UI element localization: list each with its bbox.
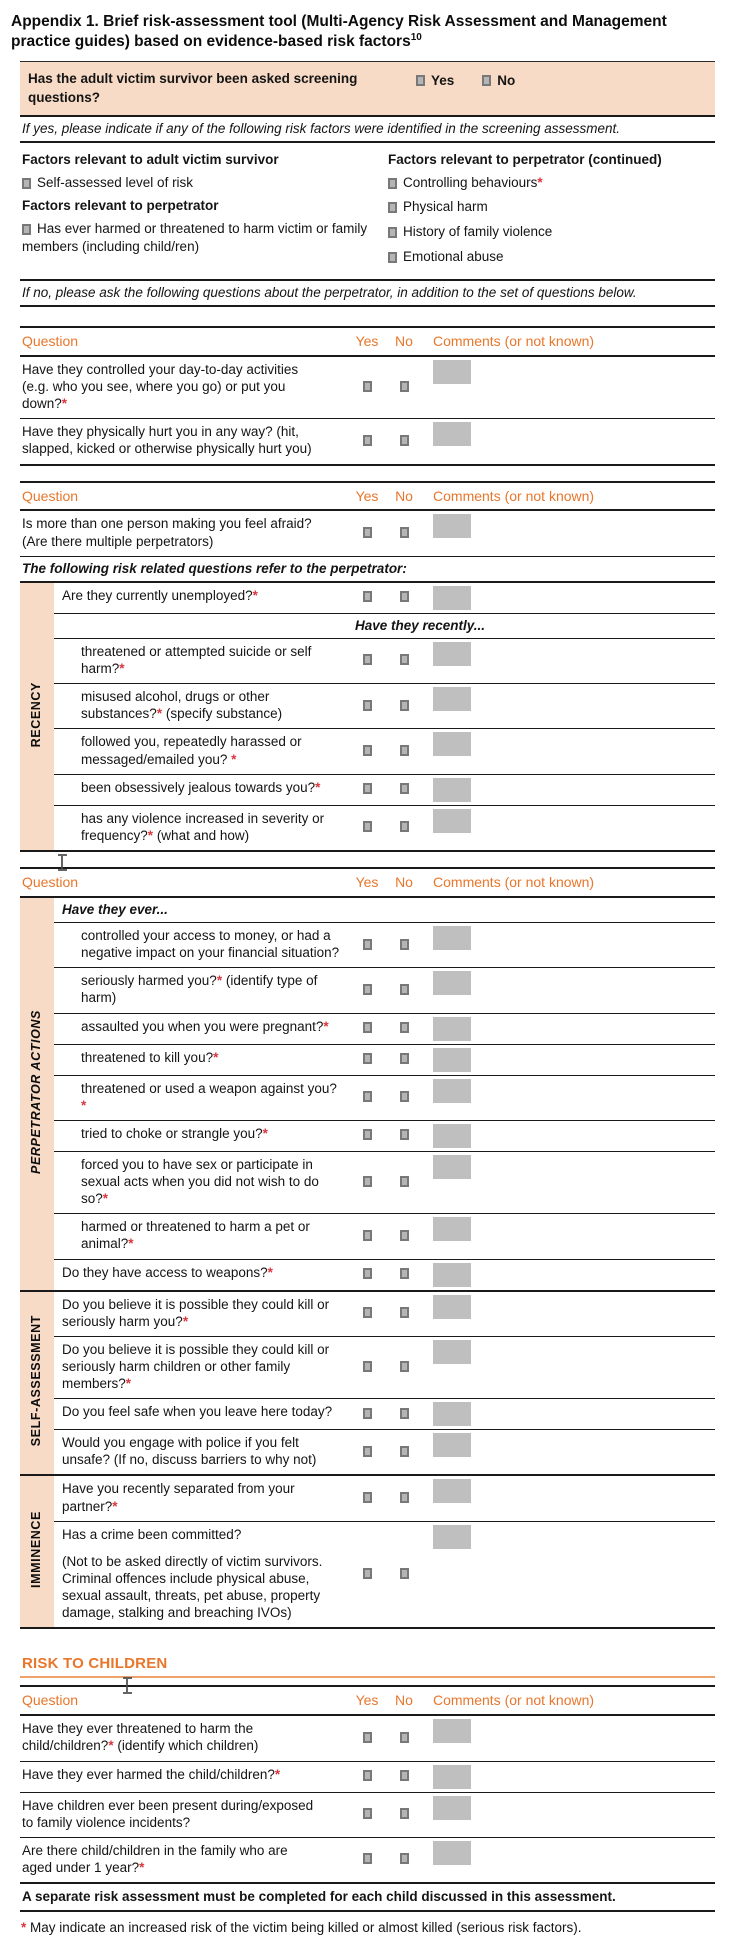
question-text: Do you believe it is possible they could kill or seriously harm you? bbox=[62, 1296, 330, 1329]
question-text: assaulted you when you were pregnant? bbox=[81, 1018, 324, 1034]
comment-field[interactable] bbox=[433, 1295, 471, 1319]
question-suffix: (specify substance) bbox=[162, 706, 283, 722]
factor-label: Physical harm bbox=[403, 199, 488, 215]
no-checkbox[interactable] bbox=[400, 1022, 409, 1033]
no-checkbox[interactable] bbox=[400, 435, 409, 446]
yes-checkbox[interactable] bbox=[363, 745, 372, 756]
factor-checkbox[interactable] bbox=[22, 224, 31, 235]
question-row bbox=[20, 1075, 715, 1120]
comment-field[interactable] bbox=[433, 1479, 471, 1503]
section-label-text: PERPETRATOR ACTIONS bbox=[29, 1009, 44, 1174]
question-text: controlled your access to money, or had a negative impact on your financial situation? bbox=[81, 927, 340, 961]
yes-label: Yes bbox=[431, 72, 455, 88]
table-header-row bbox=[20, 327, 715, 356]
no-checkbox[interactable] bbox=[400, 1492, 409, 1503]
question-cell bbox=[54, 968, 350, 1013]
question-cell bbox=[20, 419, 350, 465]
question-text: Are there child/children in the family who are aged under 1 year? bbox=[22, 1842, 288, 1875]
yes-checkbox[interactable] bbox=[363, 1268, 372, 1279]
no-checkbox[interactable] bbox=[400, 1853, 409, 1864]
question-row bbox=[20, 1521, 715, 1628]
serious-risk-asterisk: * bbox=[125, 1376, 132, 1392]
question-suffix: (identify type of harm) bbox=[81, 973, 318, 1006]
serious-risk-asterisk: * bbox=[61, 396, 68, 412]
comment-field[interactable] bbox=[433, 1263, 471, 1287]
factor-label: Has ever harmed or threatened to harm victim or family members (including child/ren) bbox=[22, 221, 368, 255]
comment-field[interactable] bbox=[433, 1402, 471, 1426]
no-checkbox[interactable] bbox=[400, 1307, 409, 1318]
question-cell bbox=[54, 1214, 350, 1259]
yes-checkbox[interactable] bbox=[363, 939, 372, 950]
factor-item bbox=[388, 198, 715, 216]
yes-checkbox[interactable] bbox=[363, 1176, 372, 1187]
separate-assessment-note: A separate risk assessment must be completed for each child discussed in this assessment. bbox=[20, 1883, 715, 1911]
if-yes-instruction: If yes, please indicate if any of the following risk factors were identified in the screening assessment. bbox=[20, 117, 715, 143]
question-text: Have they ever threatened to harm the child/children? bbox=[22, 1721, 254, 1754]
section-label-text: SELF-ASSESSMENT bbox=[29, 1315, 44, 1447]
no-checkbox[interactable] bbox=[400, 1361, 409, 1372]
factors-column-left bbox=[22, 147, 388, 272]
question-text: been obsessively jealous towards you? bbox=[81, 779, 316, 795]
no-option bbox=[482, 71, 515, 91]
column-header-question: Question bbox=[20, 1686, 350, 1715]
comment-field[interactable] bbox=[433, 1719, 471, 1743]
column-header-no: No bbox=[384, 327, 424, 356]
question-cell bbox=[54, 805, 350, 851]
yes-option bbox=[416, 71, 454, 91]
questions-table-1-wrap bbox=[20, 326, 715, 465]
factor-item bbox=[388, 223, 715, 241]
yes-checkbox[interactable] bbox=[363, 527, 372, 538]
factor-checkbox[interactable] bbox=[388, 227, 397, 238]
question-row bbox=[20, 1151, 715, 1213]
question-text: Have they controlled your day-to-day activities (e.g. who you see, where you go) or put you down? bbox=[22, 361, 299, 412]
question-cell bbox=[54, 1475, 350, 1521]
question-cell bbox=[54, 1013, 350, 1044]
comment-field[interactable] bbox=[433, 1079, 471, 1103]
question-text: forced you to have sex or participate in sexual acts when you did not wish to do so? bbox=[81, 1156, 319, 1207]
question-row bbox=[20, 1399, 715, 1430]
table-header-row bbox=[20, 868, 715, 897]
no-checkbox[interactable] bbox=[482, 75, 491, 86]
section-label-text: RECENCY bbox=[29, 681, 44, 747]
subheader-row bbox=[20, 613, 715, 638]
yes-checkbox[interactable] bbox=[363, 1408, 372, 1419]
subheader-have-they-ever: Have they ever... bbox=[54, 897, 715, 923]
section-label-imminence bbox=[20, 1475, 54, 1628]
question-cell bbox=[54, 1075, 350, 1120]
no-checkbox[interactable] bbox=[400, 939, 409, 950]
comment-field[interactable] bbox=[433, 1796, 471, 1820]
serious-risk-asterisk: * bbox=[323, 1018, 329, 1034]
serious-risk-asterisk: * bbox=[216, 973, 223, 989]
question-text: tried to choke or strangle you? bbox=[81, 1125, 263, 1141]
yes-checkbox[interactable] bbox=[363, 1808, 372, 1819]
question-row bbox=[20, 1715, 715, 1761]
text-cursor-icon bbox=[122, 1677, 133, 1694]
yes-checkbox[interactable] bbox=[363, 984, 372, 995]
question-text: Do you believe it is possible they could kill or seriously harm children or other family members? bbox=[62, 1341, 330, 1392]
question-cell bbox=[20, 1837, 350, 1883]
comment-field[interactable] bbox=[433, 1841, 471, 1865]
question-text: Do they have access to weapons? bbox=[62, 1264, 268, 1280]
factor-label: History of family violence bbox=[403, 224, 553, 240]
factor-checkbox[interactable] bbox=[22, 178, 31, 189]
question-row bbox=[20, 1475, 715, 1521]
question-text: Do you feel safe when you leave here today? bbox=[62, 1404, 333, 1420]
yes-checkbox[interactable] bbox=[363, 1770, 372, 1781]
yes-checkbox[interactable] bbox=[363, 1091, 372, 1102]
question-row bbox=[20, 582, 715, 614]
screening-question-row bbox=[20, 61, 715, 117]
serious-risk-asterisk: * bbox=[21, 1920, 27, 1936]
comment-field[interactable] bbox=[433, 586, 471, 610]
no-checkbox[interactable] bbox=[400, 783, 409, 794]
serious-risk-asterisk: * bbox=[274, 1766, 281, 1782]
question-row bbox=[20, 1837, 715, 1883]
no-checkbox[interactable] bbox=[400, 700, 409, 711]
question-cell bbox=[20, 1715, 350, 1761]
yes-checkbox[interactable] bbox=[363, 700, 372, 711]
question-text: Has a crime been committed? bbox=[62, 1526, 242, 1542]
column-header-question: Question bbox=[20, 482, 350, 511]
comment-field[interactable] bbox=[433, 1017, 471, 1041]
no-checkbox[interactable] bbox=[400, 1568, 409, 1579]
serious-risk-asterisk: * bbox=[231, 751, 237, 767]
question-row bbox=[20, 1120, 715, 1151]
question-cell bbox=[54, 1044, 350, 1075]
no-checkbox[interactable] bbox=[400, 821, 409, 832]
question-text: Have they ever harmed the child/children? bbox=[22, 1766, 275, 1782]
no-checkbox[interactable] bbox=[400, 1446, 409, 1457]
no-label: No bbox=[497, 72, 516, 88]
no-checkbox[interactable] bbox=[400, 591, 409, 602]
factor-label: Emotional abuse bbox=[403, 248, 504, 264]
questions-table-2 bbox=[20, 481, 715, 852]
question-row bbox=[20, 968, 715, 1013]
yes-checkbox[interactable] bbox=[363, 1361, 372, 1372]
screening-choices bbox=[416, 69, 515, 108]
column-header-yes: Yes bbox=[350, 1686, 384, 1715]
serious-risk-asterisk: * bbox=[315, 779, 321, 795]
question-text: misused alcohol, drugs or other substances? bbox=[81, 689, 270, 722]
yes-checkbox[interactable] bbox=[363, 1053, 372, 1064]
factor-item bbox=[22, 220, 376, 255]
question-row bbox=[20, 1291, 715, 1337]
comment-field[interactable] bbox=[433, 1765, 471, 1789]
factors-column-right bbox=[388, 147, 715, 272]
question-text: seriously harmed you? bbox=[81, 973, 217, 989]
serious-risk-asterisk: * bbox=[128, 1236, 134, 1252]
column-header-comments: Comments (or not known) bbox=[424, 868, 715, 897]
question-row bbox=[20, 922, 715, 967]
section-label-text: IMMINENCE bbox=[29, 1511, 44, 1589]
question-cell bbox=[54, 582, 350, 614]
no-checkbox[interactable] bbox=[400, 1408, 409, 1419]
question-cell bbox=[20, 356, 350, 419]
question-text: threatened or used a weapon against you? bbox=[81, 1080, 337, 1096]
no-checkbox[interactable] bbox=[400, 1053, 409, 1064]
question-text: harmed or threatened to harm a pet or animal? bbox=[81, 1219, 310, 1252]
question-row bbox=[20, 419, 715, 465]
column-header-yes: Yes bbox=[350, 482, 384, 511]
comment-field[interactable] bbox=[433, 687, 471, 711]
if-no-instruction: If no, please ask the following questions about the perpetrator, in addition to the set of questions below. bbox=[20, 279, 715, 307]
questions-table-3 bbox=[20, 867, 715, 1629]
text-cursor-icon bbox=[57, 854, 68, 871]
column-header-comments: Comments (or not known) bbox=[424, 327, 715, 356]
serious-risk-footnote bbox=[20, 1920, 715, 1935]
question-text: Is more than one person making you feel afraid? (Are there multiple perpetrators) bbox=[22, 516, 312, 549]
question-cell bbox=[54, 1399, 350, 1430]
comment-field[interactable] bbox=[433, 1433, 471, 1457]
column-header-no: No bbox=[384, 482, 424, 511]
yes-checkbox[interactable] bbox=[363, 821, 372, 832]
yes-checkbox[interactable] bbox=[363, 1230, 372, 1241]
serious-risk-asterisk: * bbox=[267, 1264, 273, 1280]
section-label-perpetrator-actions bbox=[20, 897, 54, 1291]
no-checkbox[interactable] bbox=[400, 1732, 409, 1743]
question-cell bbox=[54, 1259, 350, 1291]
no-checkbox[interactable] bbox=[400, 1230, 409, 1241]
question-row bbox=[20, 1013, 715, 1044]
question-text: Have you recently separated from your partner? bbox=[62, 1481, 295, 1514]
column-header-comments: Comments (or not known) bbox=[424, 482, 715, 511]
question-text: threatened to kill you? bbox=[81, 1049, 214, 1065]
question-row bbox=[20, 1044, 715, 1075]
question-cell bbox=[54, 922, 350, 967]
yes-checkbox[interactable] bbox=[363, 1307, 372, 1318]
factor-checkbox[interactable] bbox=[388, 202, 397, 213]
comment-field[interactable] bbox=[433, 732, 471, 756]
no-checkbox[interactable] bbox=[400, 1808, 409, 1819]
comment-field[interactable] bbox=[433, 809, 471, 833]
question-cell bbox=[20, 510, 350, 556]
comment-field[interactable] bbox=[433, 1155, 471, 1179]
questions-table-3-wrap bbox=[20, 867, 715, 1629]
comment-field[interactable] bbox=[433, 422, 471, 446]
comment-field[interactable] bbox=[433, 1048, 471, 1072]
question-row bbox=[20, 510, 715, 556]
section-label-recency bbox=[20, 582, 54, 851]
column-header-yes: Yes bbox=[350, 327, 384, 356]
question-cell bbox=[54, 1336, 350, 1398]
yes-checkbox[interactable] bbox=[363, 381, 372, 392]
no-checkbox[interactable] bbox=[400, 1091, 409, 1102]
serious-risk-asterisk: * bbox=[262, 1125, 268, 1141]
question-cell bbox=[54, 1521, 350, 1628]
comment-field[interactable] bbox=[433, 360, 471, 384]
question-cell bbox=[20, 1792, 350, 1837]
factor-label: Controlling behaviours bbox=[403, 174, 538, 190]
comment-field[interactable] bbox=[433, 1525, 471, 1549]
yes-checkbox[interactable] bbox=[363, 1732, 372, 1743]
question-cell bbox=[54, 774, 350, 805]
serious-risk-asterisk: * bbox=[537, 174, 543, 190]
question-cell bbox=[54, 1291, 350, 1337]
questions-table-2-wrap bbox=[20, 481, 715, 852]
serious-risk-asterisk: * bbox=[102, 1191, 109, 1207]
comment-field[interactable] bbox=[433, 1217, 471, 1241]
factor-item bbox=[22, 174, 376, 192]
table-header-row bbox=[20, 482, 715, 511]
question-row bbox=[20, 805, 715, 851]
comment-field[interactable] bbox=[433, 778, 471, 802]
question-suffix: (identify which children) bbox=[113, 1738, 259, 1754]
question-note: (Not to be asked directly of victim survivors. Criminal offences include physical abuse, sexual assault, threats, pet abuse, property damage, stalking and breaching IVOs) bbox=[62, 1553, 323, 1621]
question-cell bbox=[54, 1120, 350, 1151]
question-text: followed you, repeatedly harassed or messaged/emailed you? bbox=[81, 734, 302, 767]
question-cell bbox=[54, 1151, 350, 1213]
question-cell bbox=[54, 1430, 350, 1476]
comment-field[interactable] bbox=[433, 514, 471, 538]
yes-checkbox[interactable] bbox=[363, 1492, 372, 1503]
no-checkbox[interactable] bbox=[400, 1176, 409, 1187]
question-text: Have children ever been present during/exposed to family violence incidents? bbox=[22, 1797, 314, 1830]
screening-question-text: Has the adult victim survivor been asked screening questions? bbox=[28, 70, 358, 106]
no-checkbox[interactable] bbox=[400, 381, 409, 392]
comment-field[interactable] bbox=[433, 642, 471, 666]
serious-risk-asterisk: * bbox=[213, 1049, 219, 1065]
factor-label: Self-assessed level of risk bbox=[37, 174, 194, 190]
serious-risk-asterisk: * bbox=[182, 1313, 189, 1329]
question-cell bbox=[54, 638, 350, 683]
question-row bbox=[20, 1259, 715, 1291]
risk-to-children-table bbox=[20, 1685, 715, 1912]
yes-checkbox[interactable] bbox=[363, 654, 372, 665]
factors-perpetrator-continued-heading: Factors relevant to perpetrator (continued) bbox=[388, 151, 662, 167]
yes-checkbox[interactable] bbox=[363, 1446, 372, 1457]
footnote-reference: 10 bbox=[410, 31, 422, 43]
serious-risk-asterisk: * bbox=[81, 1097, 87, 1113]
page-title bbox=[11, 12, 715, 52]
factor-checkbox[interactable] bbox=[388, 252, 397, 263]
comment-field[interactable] bbox=[433, 926, 471, 950]
comment-field[interactable] bbox=[433, 971, 471, 995]
column-header-comments: Comments (or not known) bbox=[424, 1686, 715, 1715]
footnote-text: May indicate an increased risk of the victim being killed or almost killed (serious risk factors). bbox=[26, 1920, 582, 1936]
risk-to-children-section bbox=[20, 1655, 715, 1912]
question-suffix: (what and how) bbox=[153, 827, 250, 843]
subheader-row bbox=[20, 897, 715, 923]
yes-checkbox[interactable] bbox=[363, 1568, 372, 1579]
column-header-yes: Yes bbox=[350, 868, 384, 897]
question-cell bbox=[54, 729, 350, 774]
serious-risk-asterisk: * bbox=[119, 661, 125, 677]
comment-field[interactable] bbox=[433, 1124, 471, 1148]
question-row bbox=[20, 356, 715, 419]
no-checkbox[interactable] bbox=[400, 654, 409, 665]
column-header-question: Question bbox=[20, 868, 350, 897]
question-text: Have they physically hurt you in any way? (hit, slapped, kicked or otherwise physically hurt you) bbox=[22, 424, 312, 457]
no-checkbox[interactable] bbox=[400, 1129, 409, 1140]
yes-checkbox[interactable] bbox=[363, 783, 372, 794]
serious-risk-asterisk: * bbox=[147, 827, 154, 843]
question-text: has any violence increased in severity or frequency? bbox=[81, 810, 325, 843]
question-row bbox=[20, 1761, 715, 1792]
yes-checkbox[interactable] bbox=[363, 1853, 372, 1864]
factor-item bbox=[388, 174, 715, 192]
no-checkbox[interactable] bbox=[400, 745, 409, 756]
question-row bbox=[20, 1214, 715, 1259]
yes-checkbox[interactable] bbox=[363, 591, 372, 602]
questions-table-1 bbox=[20, 326, 715, 465]
question-row bbox=[20, 729, 715, 774]
risk-to-children-heading: RISK TO CHILDREN bbox=[22, 1655, 168, 1673]
no-checkbox[interactable] bbox=[400, 1770, 409, 1781]
perpetrator-note-row bbox=[20, 556, 715, 582]
question-cell bbox=[54, 684, 350, 729]
question-row bbox=[20, 1336, 715, 1398]
separate-assessment-note-row bbox=[20, 1883, 715, 1911]
serious-risk-asterisk: * bbox=[252, 587, 258, 603]
question-text: Are they currently unemployed? bbox=[62, 587, 253, 603]
factors-victim-heading: Factors relevant to adult victim survivor bbox=[22, 151, 279, 167]
column-header-question: Question bbox=[20, 327, 350, 356]
risk-factors-checklist bbox=[20, 143, 715, 279]
no-checkbox[interactable] bbox=[400, 527, 409, 538]
page-title-text: Appendix 1. Brief risk-assessment tool (Multi-Agency Risk Assessment and Management practice guides) based on evidence-based risk factors bbox=[11, 13, 667, 50]
factor-item bbox=[388, 248, 715, 266]
factors-perpetrator-heading: Factors relevant to perpetrator bbox=[22, 198, 219, 214]
perpetrator-note-text: The following risk related questions refer to the perpetrator: bbox=[20, 556, 715, 582]
serious-risk-asterisk: * bbox=[112, 1498, 118, 1514]
factor-checkbox[interactable] bbox=[388, 178, 397, 189]
question-row bbox=[20, 684, 715, 729]
no-checkbox[interactable] bbox=[400, 1268, 409, 1279]
yes-checkbox[interactable] bbox=[363, 1022, 372, 1033]
question-row bbox=[20, 1792, 715, 1837]
question-text: Would you engage with police if you felt unsafe? (If no, discuss barriers to why not) bbox=[62, 1435, 317, 1468]
question-row bbox=[20, 774, 715, 805]
question-cell bbox=[20, 1761, 350, 1792]
question-text: threatened or attempted suicide or self harm? bbox=[81, 643, 312, 677]
yes-checkbox[interactable] bbox=[363, 1129, 372, 1140]
serious-risk-asterisk: * bbox=[156, 706, 163, 722]
question-row bbox=[20, 1430, 715, 1476]
column-header-no: No bbox=[384, 868, 424, 897]
subheader-have-they-recently: Have they recently... bbox=[54, 613, 715, 638]
column-header-no: No bbox=[384, 1686, 424, 1715]
yes-checkbox[interactable] bbox=[363, 435, 372, 446]
serious-risk-asterisk: * bbox=[139, 1859, 145, 1875]
comment-field[interactable] bbox=[433, 1340, 471, 1364]
section-label-self-assessment bbox=[20, 1291, 54, 1476]
serious-risk-asterisk: * bbox=[108, 1738, 114, 1754]
question-row bbox=[20, 638, 715, 683]
yes-checkbox[interactable] bbox=[416, 75, 425, 86]
no-checkbox[interactable] bbox=[400, 984, 409, 995]
